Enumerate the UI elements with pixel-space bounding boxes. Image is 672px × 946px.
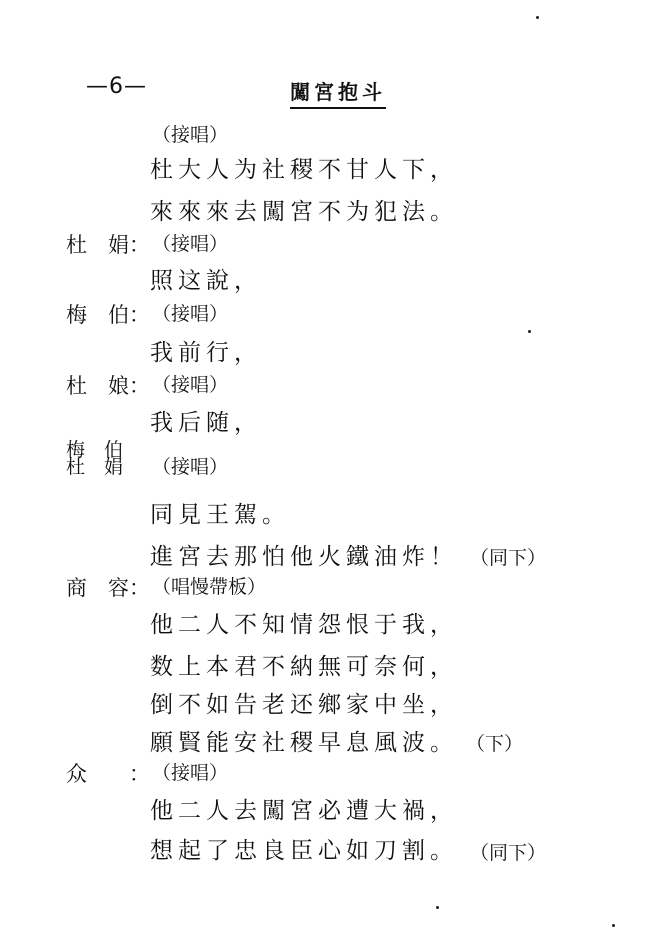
stage-direction: （接唱） [152,303,229,325]
page-number: —6— [86,74,147,99]
verse-line: 想起了忠良臣心如刀割。 [150,838,458,864]
stage-direction: （接唱） [152,374,229,396]
verse-line: 同見王駕。 [150,502,290,528]
scan-speck [612,924,615,927]
scan-speck [536,16,539,19]
exit-direction: （同下） [470,842,547,864]
speaker-name: 杜 娟 [66,456,124,478]
verse-line: 倒不如告老还鄉家中坐， [150,692,458,718]
verse-line: 進宮去那怕他火鐵油炸！ [150,544,458,570]
verse-line: 來來來去闖宮不为犯法。 [150,199,458,225]
stage-direction: （接唱） [152,233,229,255]
stage-direction: （接唱） [152,762,229,784]
stage-direction: （唱慢帶板） [152,576,267,598]
verse-line: 他二人不知情怨恨于我， [150,612,458,638]
speaker-name: 众 ： [66,762,150,786]
speaker-name: 商 容： [66,576,150,600]
speaker-name: 杜 娘： [66,374,150,398]
exit-direction: （同下） [470,547,547,569]
scan-speck [436,906,439,909]
speaker-name: 杜 娟： [66,233,150,257]
stage-direction: （接唱） [152,124,229,146]
scan-speck [528,330,531,333]
stage-direction: （接唱） [152,456,229,478]
verse-line: 数上本君不納無可奈何， [150,654,458,680]
speaker-name: 梅 伯： [66,303,150,327]
verse-line: 我后随， [150,410,262,436]
verse-line: 杜大人为社稷不甘人下， [150,157,458,183]
verse-line: 我前行， [150,340,262,366]
verse-line: 他二人去闖宮必遭大禍， [150,798,458,824]
speaker-stack [66,439,124,478]
running-title: 闖宮抱斗 [290,76,386,109]
speaker-name: 梅 伯 [66,439,124,461]
verse-line: 照这說， [150,268,262,294]
exit-direction: （下） [466,733,524,755]
verse-line: 願賢能安社稷早息風波。 [150,730,458,756]
